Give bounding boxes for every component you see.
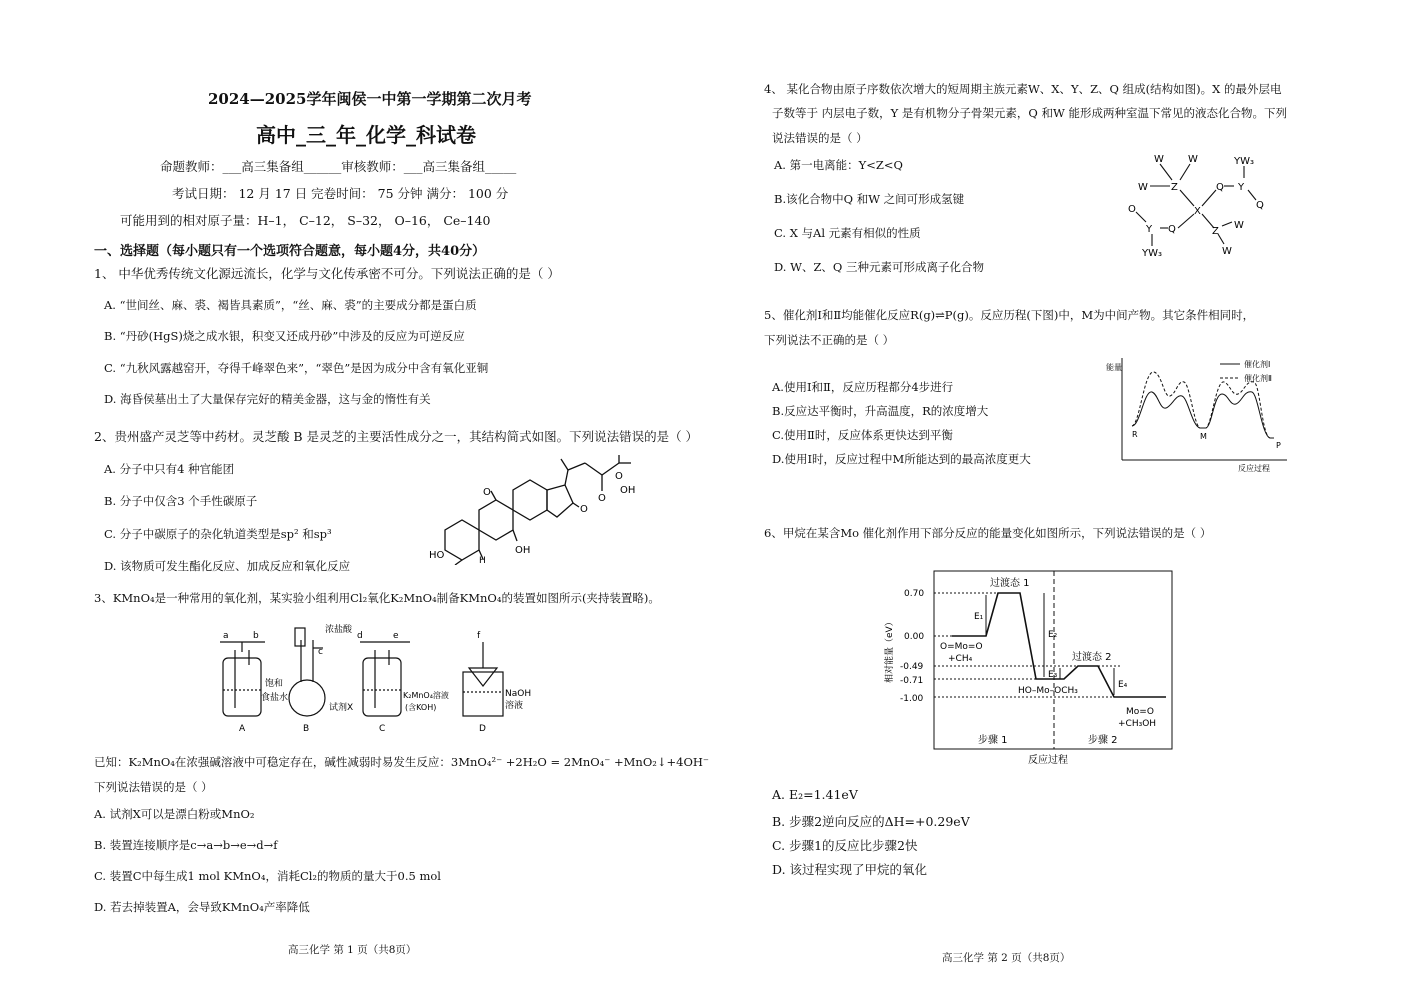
struct-label: O	[580, 504, 588, 515]
q4-option-a: A. 第一电离能：Y<Z<Q	[774, 158, 903, 172]
struct-label: HO	[429, 550, 445, 561]
apparatus-label: B	[303, 724, 310, 734]
q3-option-a: A. 试剂X可以是漂白粉或MnO₂	[94, 807, 255, 821]
apparatus-label: 食盐水	[261, 693, 289, 703]
q3-prompt: 下列说法错误的是（ ）	[94, 780, 213, 794]
struct-label: O	[615, 471, 623, 482]
q5-stem: 5、催化剂Ⅰ和Ⅱ均能催化反应R(g)⇌P(g)。反应历程(下图)中，M为中间产物。其它条件相同时，	[764, 308, 1255, 322]
q4-struct-label: Z	[1212, 226, 1219, 237]
exam-subtitle: 高中_三_年_化学_科试卷	[256, 123, 476, 147]
q6-option-b: B. 步骤2逆向反应的ΔH=+0.29eV	[772, 814, 970, 829]
apparatus-label: A	[239, 724, 246, 734]
q6-tick-label: -1.00	[900, 694, 924, 704]
q2-option-a: A. 分子中只有4 种官能团	[104, 462, 235, 476]
q6-reactant-label: +CH₄	[948, 654, 973, 664]
q6-step1-label: 步骤 1	[978, 735, 1008, 746]
exam-title: 2024—2025学年闽侯一中第一学期第二次月考	[208, 90, 532, 108]
q6-e4-label: E₄	[1118, 680, 1128, 690]
struct-label: O	[598, 493, 606, 504]
q4-option-c: C. X 与Al 元素有相似的性质	[774, 226, 921, 240]
q4-struct-label: Y	[1146, 224, 1153, 235]
q6-e2-label: E₂	[1048, 630, 1058, 640]
q6-x-label: 反应过程	[1028, 755, 1068, 766]
q5-point-r: R	[1132, 430, 1138, 439]
atomic-mass-line: 可能用到的相对原子量：H–1， C–12， S–32， O–16， Ce–140	[120, 213, 491, 228]
q6-e3-label: E₃	[1048, 670, 1058, 680]
apparatus-label: 饱和	[265, 679, 284, 689]
apparatus-label: d	[357, 631, 363, 641]
q4-struct-label: Z	[1171, 182, 1178, 193]
q5-energy-profile	[1102, 350, 1292, 475]
q6-energy-path	[952, 593, 1166, 697]
page-footer: 高三化学 第 1 页（共8页）	[288, 944, 417, 956]
q5-legend-2: 催化剂Ⅱ	[1244, 374, 1272, 383]
q5-option-a: A.使用Ⅰ和Ⅱ，反应历程都分4步进行	[772, 380, 954, 394]
q4-stem-line1: 4、 某化合物由原子序数依次增大的短周期主族元素W、X、Y、Z、Q 组成(结构如图)。X 的最外层电	[764, 82, 1282, 96]
q3-stem: 3、KMnO₄是一种常用的氧化剂，某实验小组利用Cl₂氧化K₂MnO₄制备KMnO₄的装置如图所示(夹持装置略)。	[94, 591, 660, 605]
q6-stem: 6、甲烷在某含Mo 催化剂作用下部分反应的能量变化如图所示，下列说法错误的是（ ）	[764, 526, 1212, 540]
q4-struct-label: Q	[1216, 182, 1224, 193]
q6-e1-label: E₁	[974, 612, 984, 622]
q2-option-c: C. 分子中碳原子的杂化轨道类型是sp² 和sp³	[104, 527, 332, 541]
q6-option-a: A. E₂=1.41eV	[772, 787, 858, 802]
q4-struct-label: W	[1234, 220, 1244, 231]
struct-label: H	[479, 556, 486, 565]
q6-tick-label: -0.71	[900, 676, 924, 686]
q5-prompt: 下列说法不正确的是（ ）	[764, 333, 895, 347]
apparatus-label: D	[479, 724, 486, 734]
q6-ts2-label: 过渡态 2	[1072, 652, 1112, 663]
q4-option-d: D. W、Z、Q 三种元素可形成离子化合物	[774, 260, 985, 274]
q5-option-c: C.使用Ⅱ时，反应体系更快达到平衡	[772, 428, 953, 442]
q6-y-label: 相对能量（eV）	[885, 617, 895, 683]
q3-option-b: B. 装置连接顺序是c→a→b→e→d→f	[94, 838, 278, 852]
q3-option-c: C. 装置C中每生成1 mol KMnO₄，消耗Cl₂的物质的量大于0.5 mol	[94, 869, 441, 883]
q4-struct-label: Q	[1168, 224, 1176, 235]
q1-option-c: C. “九秋风露越窑开，夺得千峰翠色来”，“翠色”是因为成分中含有氧化亚铜	[104, 361, 489, 375]
q1-option-d: D. 海昏侯墓出土了大量保存完好的精美金器，这与金的惰性有关	[104, 392, 431, 406]
teacher-line: 命题教师：___高三集备组______审核教师：___高三集备组_____	[160, 159, 517, 174]
struct-label: OH	[620, 485, 636, 496]
struct-label: O	[483, 487, 491, 498]
exam-page-2	[702, 0, 1403, 992]
apparatus-label: (含KOH)	[405, 703, 437, 712]
q5-y-label: 能量	[1106, 363, 1122, 372]
ganoderic-acid-structure	[425, 455, 640, 565]
apparatus-label: b	[253, 631, 259, 641]
q4-stem-line3: 说法错误的是（ ）	[772, 131, 868, 145]
q6-product-label: +CH₃OH	[1118, 719, 1157, 729]
q4-struct-label: YW₃	[1234, 156, 1255, 167]
q5-legend-1: 催化剂Ⅰ	[1244, 360, 1271, 369]
apparatus-label: C	[379, 724, 386, 734]
q6-reactant-label: O=Mo=O	[940, 642, 983, 652]
q6-option-d: D. 该过程实现了甲烷的氧化	[772, 862, 928, 877]
q4-struct-label: Y	[1238, 182, 1245, 193]
q2-option-d: D. 该物质可发生酯化反应、加成反应和氧化反应	[104, 559, 351, 573]
q4-option-b: B.该化合物中Q 和W 之间可形成氢键	[774, 192, 965, 206]
apparatus-label: 溶液	[505, 701, 524, 711]
q4-struct-label: W	[1154, 154, 1164, 165]
apparatus-label: c	[318, 647, 323, 657]
q1-stem: 1、 中华优秀传统文化源远流长，化学与文化传承密不可分。下列说法正确的是（ ）	[94, 266, 560, 281]
apparatus-label: 试剂X	[329, 703, 354, 713]
q4-struct-label: W	[1138, 182, 1148, 193]
q6-ts1-label: 过渡态 1	[990, 578, 1030, 589]
q5-option-b: B.反应达平衡时，升高温度，R的浓度增大	[772, 404, 989, 418]
page-footer: 高三化学 第 2 页（共8页）	[942, 952, 1071, 964]
q4-struct-label: W	[1222, 246, 1232, 257]
apparatus-label: e	[393, 631, 399, 641]
q4-struct-label: X	[1194, 206, 1201, 217]
q4-struct-label: Q	[1256, 200, 1264, 211]
struct-label: OH	[515, 545, 531, 556]
q6-tick-label: 0.00	[904, 632, 925, 642]
q1-option-b: B. “丹砂(HgS)烧之成水银，积变又还成丹砂”中涉及的反应为可逆反应	[104, 329, 465, 343]
q5-option-d: D.使用Ⅰ时，反应过程中M所能达到的最高浓度更大	[772, 452, 1031, 466]
q4-struct-label: O	[1128, 204, 1136, 215]
apparatus-label: NaOH	[505, 689, 532, 699]
q5-point-p: P	[1276, 441, 1281, 450]
q5-x-label: 反应过程	[1238, 464, 1270, 473]
q2-option-b: B. 分子中仅含3 个手性碳原子	[104, 494, 258, 508]
q3-option-d: D. 若去掉装置A，会导致KMnO₄产率降低	[94, 900, 310, 914]
q4-stem-line2: 子数等于 内层电子数，Y 是有机物分子骨架元素，Q 和W 能形成两种室温下常见的液态化合物。下列	[772, 106, 1287, 120]
q1-option-a: A. “世间丝、麻、裘、褐皆具素质”，“丝、麻、裘”的主要成分都是蛋白质	[104, 298, 477, 312]
q6-option-c: C. 步骤1的反应比步骤2快	[772, 838, 918, 853]
q6-intermediate-label: HO–Mo–OCH₃	[1018, 686, 1078, 696]
q2-stem: 2、贵州盛产灵芝等中药材。灵芝酸 B 是灵芝的主要活性成分之一，其结构简式如图。下列说法错误的是（ ）	[94, 429, 699, 444]
exam-info-line: 考试日期： 12 月 17 日 完卷时间： 75 分钟 满分： 100 分	[172, 186, 509, 201]
q4-struct-label: W	[1188, 154, 1198, 165]
q6-product-label: Mo=O	[1126, 707, 1154, 717]
q6-tick-label: -0.49	[900, 662, 924, 672]
q6-tick-label: 0.70	[904, 589, 925, 599]
q6-step2-label: 步骤 2	[1088, 735, 1118, 746]
apparatus-label: 浓盐酸	[325, 625, 353, 635]
q6-energy-diagram	[882, 565, 1182, 770]
apparatus-label: K₂MnO₄溶液	[403, 691, 449, 700]
q4-struct-label: YW₃	[1142, 248, 1163, 259]
q5-point-m: M	[1200, 432, 1207, 441]
section-heading: 一、选择题（每小题只有一个选项符合题意，每小题4分，共40分）	[94, 244, 486, 259]
apparatus-diagram	[215, 620, 535, 735]
apparatus-label: a	[223, 631, 229, 641]
q4-structure	[1122, 150, 1282, 265]
apparatus-label: f	[477, 631, 481, 641]
q3-known: 已知：K₂MnO₄在浓强碱溶液中可稳定存在，碱性减弱时易发生反应：3MnO₄²⁻ +2H₂O = 2MnO₄⁻ +MnO₂↓+4OH⁻	[94, 755, 709, 769]
